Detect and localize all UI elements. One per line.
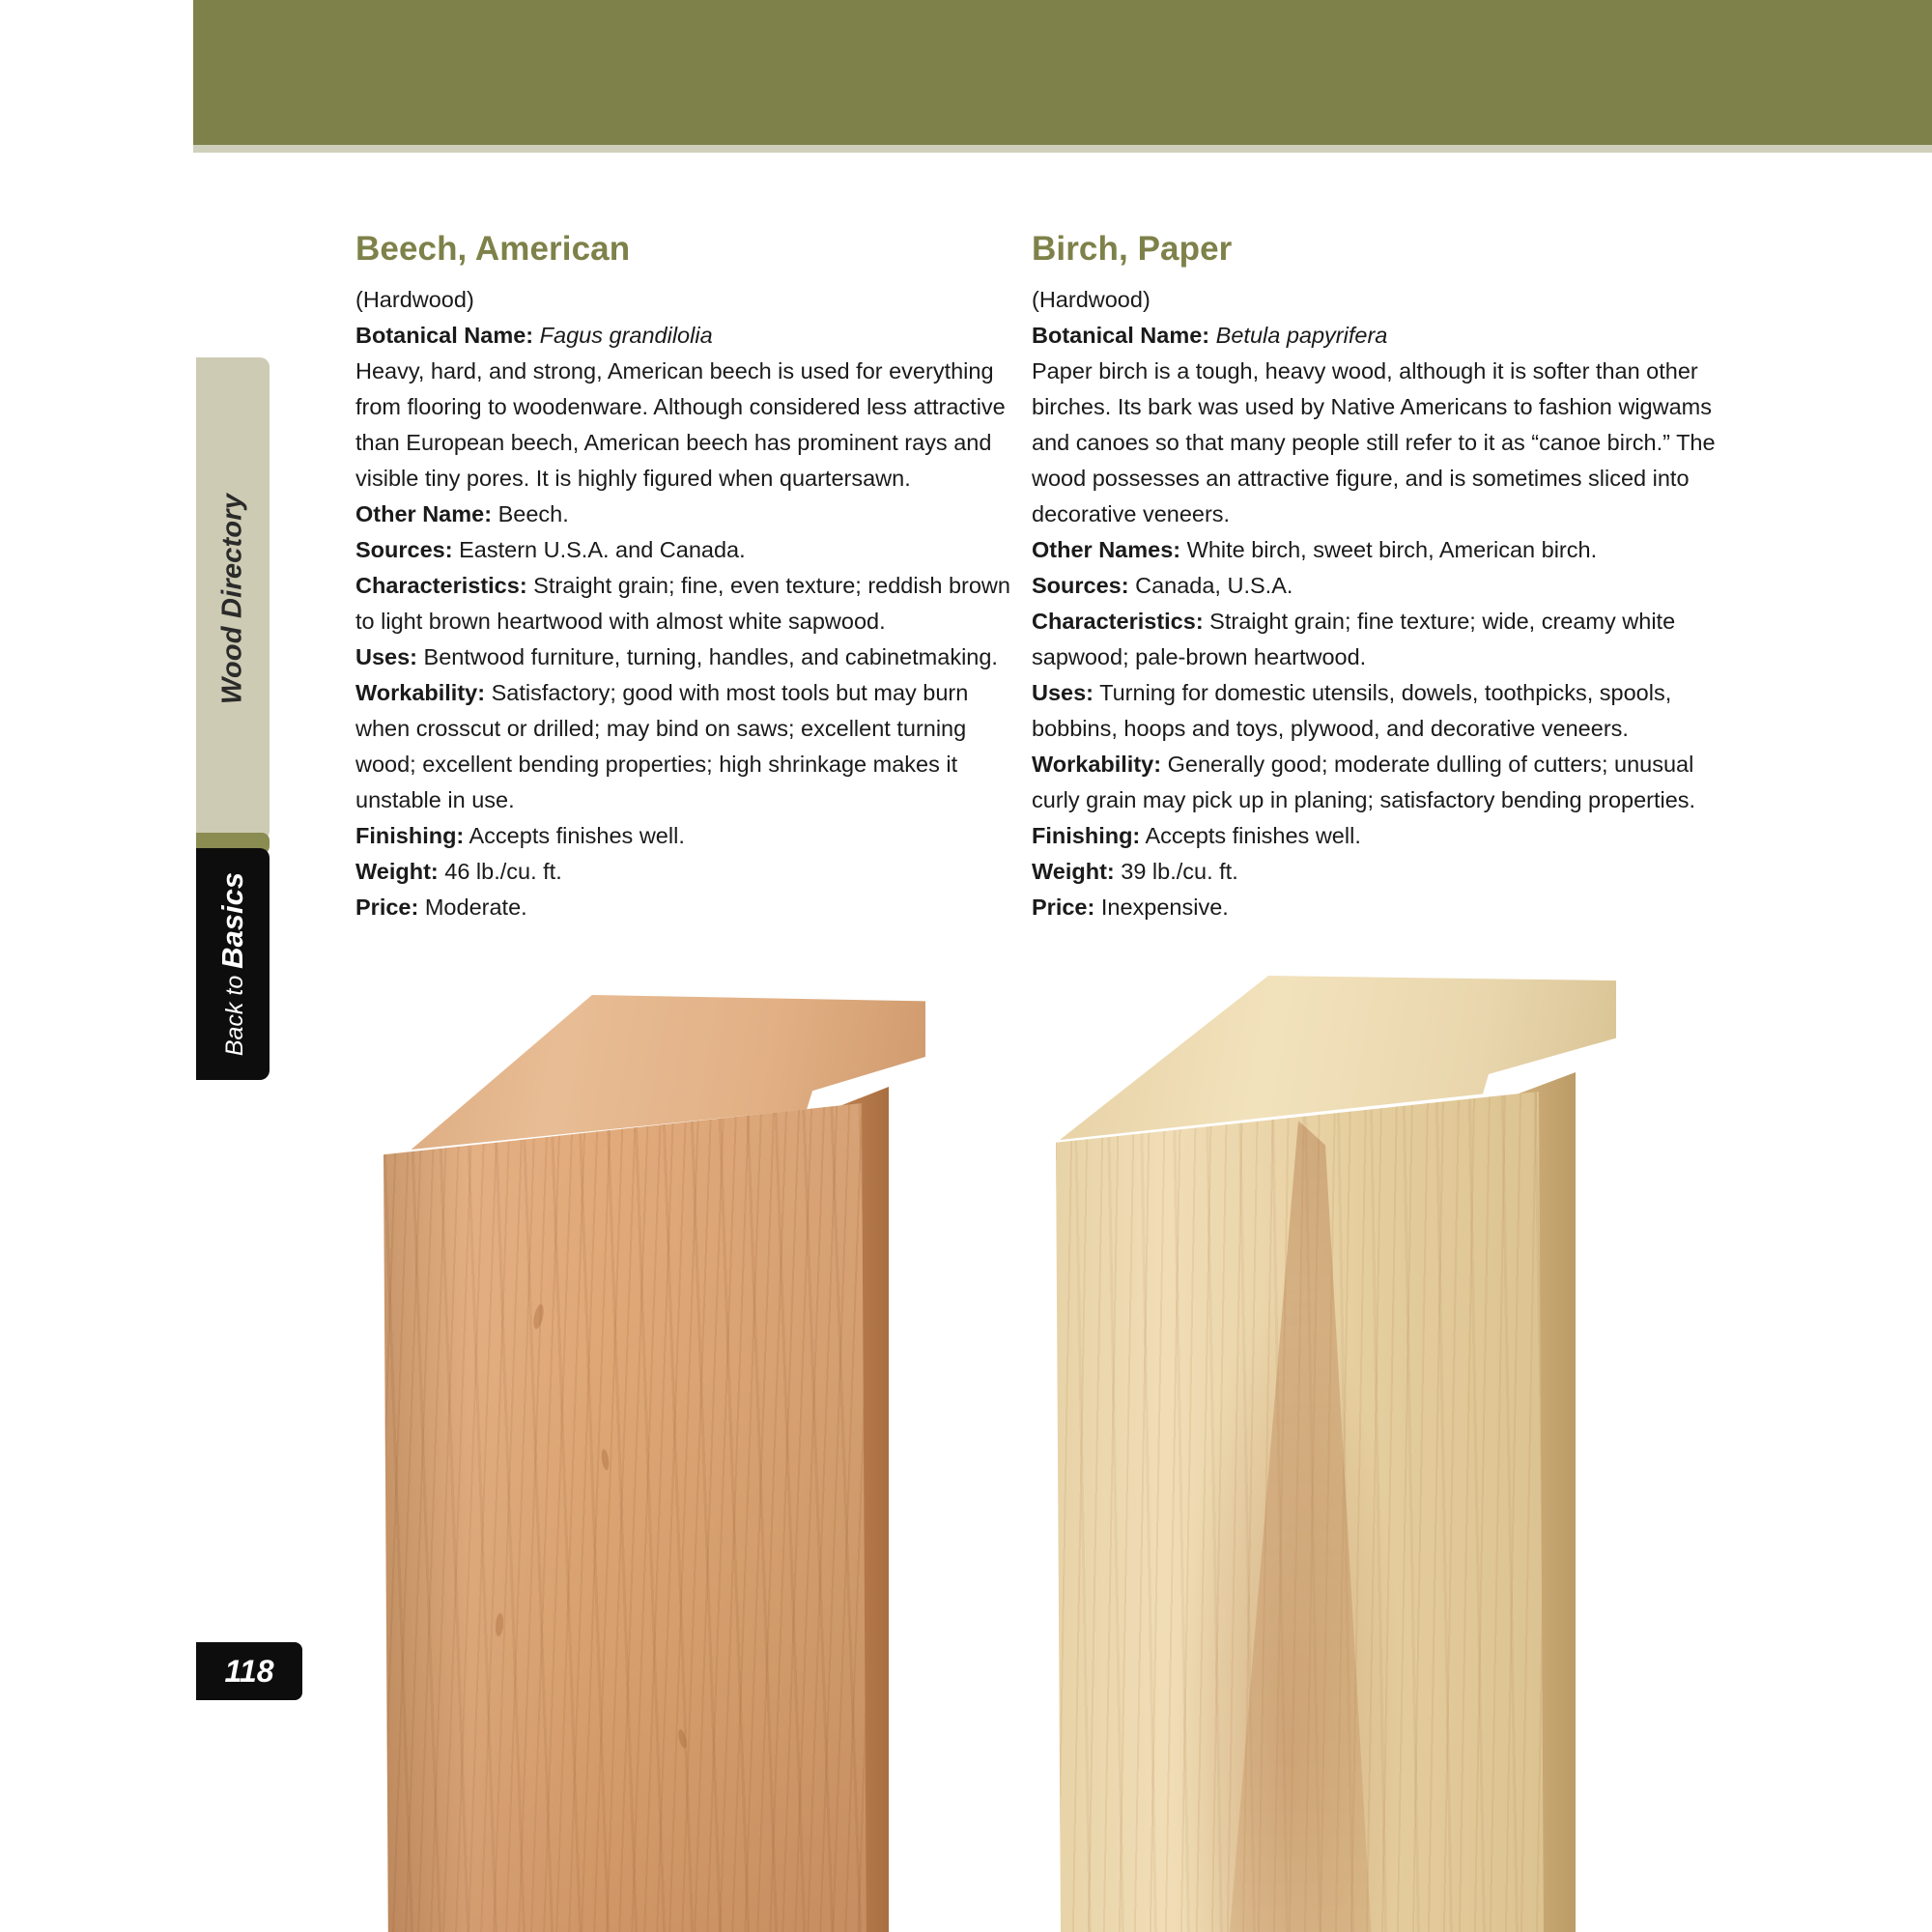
page-title-beech: Beech, American [355, 230, 631, 268]
field-value: Inexpensive. [1100, 895, 1229, 920]
page-header-underline [193, 145, 1932, 153]
field-label: Finishing: [1032, 823, 1141, 848]
field-row [1032, 604, 1718, 675]
field-row [355, 818, 1022, 854]
field-label: Other Names: [1032, 537, 1181, 562]
field-value: Straight grain; fine texture; wide, creamy white sapwood; pale-brown heartwood. [1032, 609, 1676, 669]
field-row [355, 675, 1022, 818]
birch-board [1037, 976, 1616, 1932]
field-row [1032, 818, 1718, 854]
botanical-line-birch [1032, 318, 1718, 354]
field-row [1032, 854, 1718, 890]
sidebar-tab-wood-directory[interactable] [196, 357, 270, 840]
field-value: Accepts finishes well. [469, 823, 685, 848]
field-value: Accepts finishes well. [1145, 823, 1361, 848]
field-value: White birch, sweet birch, American birch. [1186, 537, 1598, 562]
field-value: Generally good; moderate dulling of cutters; unusual curly grain may pick up in planing; satisfactory bending properties. [1032, 752, 1696, 812]
field-value: 46 lb./cu. ft. [444, 859, 562, 884]
field-label: Sources: [355, 537, 453, 562]
wood-type-birch: (Hardwood) [1032, 287, 1151, 312]
wood-entry-beech-body [355, 282, 1022, 925]
book-label-strong: Basics [215, 871, 249, 969]
field-value: 39 lb./cu. ft. [1121, 859, 1238, 884]
field-row [1032, 675, 1718, 747]
field-row [1032, 890, 1718, 925]
field-label: Characteristics: [355, 573, 527, 598]
field-value: Moderate. [424, 895, 527, 920]
field-label: Uses: [355, 644, 418, 669]
wood-entry-beech [355, 230, 1022, 925]
field-label: Workability: [1032, 752, 1162, 777]
field-value: Turning for domestic utensils, dowels, toothpicks, spools, bobbins, hoops and toys, plywood, and decorative veneers. [1032, 680, 1672, 741]
wood-entry-birch-body [1032, 282, 1718, 925]
botanical-label-beech: Botanical Name: [355, 323, 534, 348]
field-value: Straight grain; fine, even texture; reddish brown to light brown heartwood with almost white sapwood. [355, 573, 1010, 634]
field-row [355, 854, 1022, 890]
birch-wood-sample-photo [1037, 976, 1616, 1932]
field-value: Bentwood furniture, turning, handles, and cabinetmaking. [423, 644, 998, 669]
field-label: Price: [1032, 895, 1095, 920]
page-number: 118 [224, 1653, 274, 1689]
wood-entry-birch [1032, 230, 1718, 925]
description-birch: Paper birch is a tough, heavy wood, although it is softer than other birches. Its bark was used by Native Americans to fashion wigwams and canoes so that many people still refer to it as “canoe birch.” The wood possesses an attractive figure, and is sometimes sliced into decorative veneers. [1032, 358, 1716, 526]
sidebar-tab-back-to-basics[interactable] [196, 848, 270, 1080]
page-header-band [193, 0, 1932, 145]
page-title-birch: Birch, Paper [1032, 230, 1233, 268]
description-beech: Heavy, hard, and strong, American beech is used for everything from flooring to woodenware. Although considered less attractive than European beech, American beech has prominent rays and visible tiny pores. It is highly figured when quartersawn. [355, 358, 1006, 491]
beech-board [360, 995, 925, 1932]
botanical-line-beech [355, 318, 1022, 354]
field-value: Eastern U.S.A. and Canada. [459, 537, 746, 562]
field-value: Satisfactory; good with most tools but may burn when crosscut or drilled; may bind on saws; excellent turning wood; excellent bending properties; high shrinkage makes it unstable in use. [355, 680, 969, 812]
book-label-prefix: Back to [221, 975, 248, 1057]
field-label: Uses: [1032, 680, 1094, 705]
wood-type-beech: (Hardwood) [355, 287, 474, 312]
botanical-name-beech: Fagus grandilolia [539, 323, 713, 348]
field-row [1032, 568, 1718, 604]
field-row [355, 890, 1022, 925]
sidebar-tab-wood-directory-label: Wood Directory [216, 493, 248, 705]
sidebar-tab-back-to-basics-label [215, 872, 250, 1056]
field-row [355, 568, 1022, 639]
field-row [1032, 747, 1718, 818]
field-label: Weight: [1032, 859, 1115, 884]
field-label: Finishing: [355, 823, 465, 848]
botanical-label-birch: Botanical Name: [1032, 323, 1210, 348]
beech-board-face [384, 1103, 867, 1932]
field-label: Price: [355, 895, 419, 920]
field-row [1032, 532, 1718, 568]
page-number-chip [196, 1642, 302, 1700]
field-row [355, 497, 1022, 532]
field-label: Weight: [355, 859, 439, 884]
beech-wood-sample-photo [360, 995, 925, 1932]
field-row [355, 639, 1022, 675]
field-value: Beech. [497, 501, 569, 526]
field-label: Characteristics: [1032, 609, 1204, 634]
field-value: Canada, U.S.A. [1135, 573, 1293, 598]
field-row [355, 532, 1022, 568]
botanical-name-birch: Betula papyrifera [1215, 323, 1388, 348]
field-label: Sources: [1032, 573, 1129, 598]
field-label: Other Name: [355, 501, 493, 526]
field-label: Workability: [355, 680, 486, 705]
